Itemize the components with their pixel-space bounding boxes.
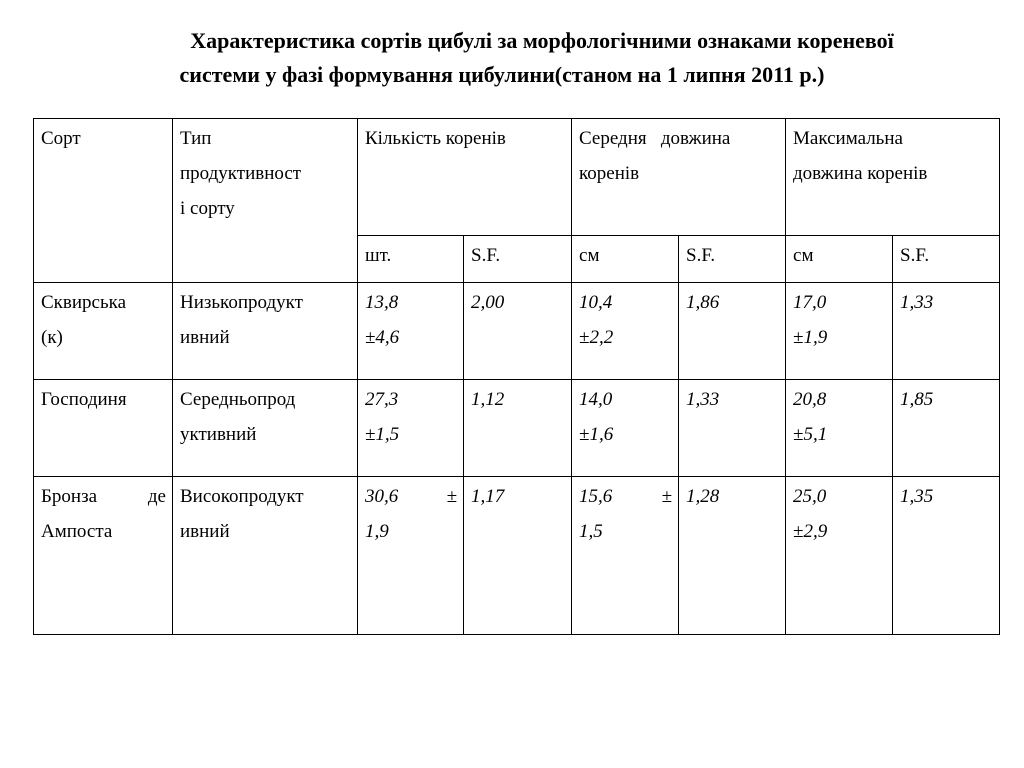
max-error: ±5,1 [793, 424, 828, 445]
type-line-2: уктивний [180, 424, 257, 445]
max-error: ±1,9 [793, 327, 828, 348]
count-cell [358, 283, 464, 380]
unit-avg-sf: S.F. [679, 236, 786, 283]
type-line-1: Високопродукт [180, 486, 304, 507]
count-cell [358, 477, 464, 635]
variety-name: Бронза [41, 486, 98, 507]
count-value-line [365, 479, 457, 514]
variety-cell [34, 283, 173, 380]
max-value: 20,8 [793, 389, 827, 410]
variety-name-cont: (к) [41, 327, 63, 348]
avg-cell [572, 380, 679, 477]
max-cell [786, 283, 893, 380]
max-sf-cell: 1,85 [893, 380, 1000, 477]
type-line-1: Низькопродукт [180, 292, 303, 313]
count-sf-cell: 1,17 [464, 477, 572, 635]
unit-count-sf: S.F. [464, 236, 572, 283]
max-cell [786, 477, 893, 635]
type-cell [173, 283, 358, 380]
variety-name-part: де [147, 486, 166, 507]
avg-sf-cell: 1,86 [679, 283, 786, 380]
title-line-1: Характеристика сортів цибулі за морфологічними ознаками кореневої [190, 28, 894, 53]
variety-cell [34, 477, 173, 635]
variety-name-line [41, 479, 166, 514]
slide-title [0, 24, 1024, 92]
table-row [34, 477, 1000, 635]
header-type-line-2: продуктивност [180, 163, 302, 184]
count-value: 30,6 [365, 486, 399, 507]
max-error: ±2,9 [793, 521, 828, 542]
variety-cell [34, 380, 173, 477]
table-row [34, 283, 1000, 380]
header-variety-label: Сорт [41, 128, 81, 149]
max-value: 17,0 [793, 292, 827, 313]
avg-sf-cell: 1,28 [679, 477, 786, 635]
header-root-count [358, 119, 572, 236]
count-value: 13,8 [365, 292, 399, 313]
count-cell [358, 380, 464, 477]
count-sf-cell: 1,12 [464, 380, 572, 477]
avg-value-line [579, 479, 672, 514]
header-type-line-1: Тип [180, 128, 212, 149]
max-sf-cell: 1,35 [893, 477, 1000, 635]
avg-cell [572, 477, 679, 635]
avg-sf-cell: 1,33 [679, 380, 786, 477]
table-row [34, 380, 1000, 477]
avg-value: 14,0 [579, 389, 613, 410]
count-pm: ± [446, 486, 457, 507]
type-cell [173, 477, 358, 635]
avg-cell [572, 283, 679, 380]
unit-avg: см [572, 236, 679, 283]
header-productivity-type [173, 119, 358, 283]
header-count-label: Кількість коренів [365, 128, 506, 149]
count-error: 1,9 [365, 521, 389, 542]
header-type-line-3: і сорту [180, 198, 235, 219]
max-cell [786, 380, 893, 477]
title-line-2: системи у фазі формування цибулини(станом на 1 липня 2011 р.) [179, 62, 825, 87]
count-sf-cell: 2,00 [464, 283, 572, 380]
unit-max-sf: S.F. [893, 236, 1000, 283]
avg-error: ±2,2 [579, 327, 614, 348]
header-max-line-1: Максимальна [793, 128, 903, 149]
max-sf-cell: 1,33 [893, 283, 1000, 380]
unit-count: шт. [358, 236, 464, 283]
header-avg-line-2: коренів [579, 163, 640, 184]
max-value: 25,0 [793, 486, 827, 507]
avg-pm: ± [661, 486, 673, 507]
header-max-length [786, 119, 1000, 236]
type-line-1: Середньопрод [180, 389, 296, 410]
type-line-2: ивний [180, 521, 230, 542]
avg-value: 10,4 [579, 292, 613, 313]
unit-max: см [786, 236, 893, 283]
type-cell [173, 380, 358, 477]
header-avg-line-1: Середня довжина [579, 128, 731, 149]
type-line-2: ивний [180, 327, 230, 348]
avg-error: 1,5 [579, 521, 603, 542]
count-error: ±1,5 [365, 424, 400, 445]
avg-error: ±1,6 [579, 424, 614, 445]
header-average-length [572, 119, 786, 236]
count-error: ±4,6 [365, 327, 400, 348]
variety-name-cont: Ампоста [41, 521, 113, 542]
variety-name: Господиня [41, 389, 127, 410]
root-characteristics-table [33, 118, 1000, 635]
header-max-line-2: довжина коренів [793, 163, 928, 184]
variety-name: Сквирська [41, 292, 127, 313]
header-variety [34, 119, 173, 283]
header-row [34, 119, 1000, 236]
avg-value: 15,6 [579, 486, 613, 507]
count-value: 27,3 [365, 389, 399, 410]
